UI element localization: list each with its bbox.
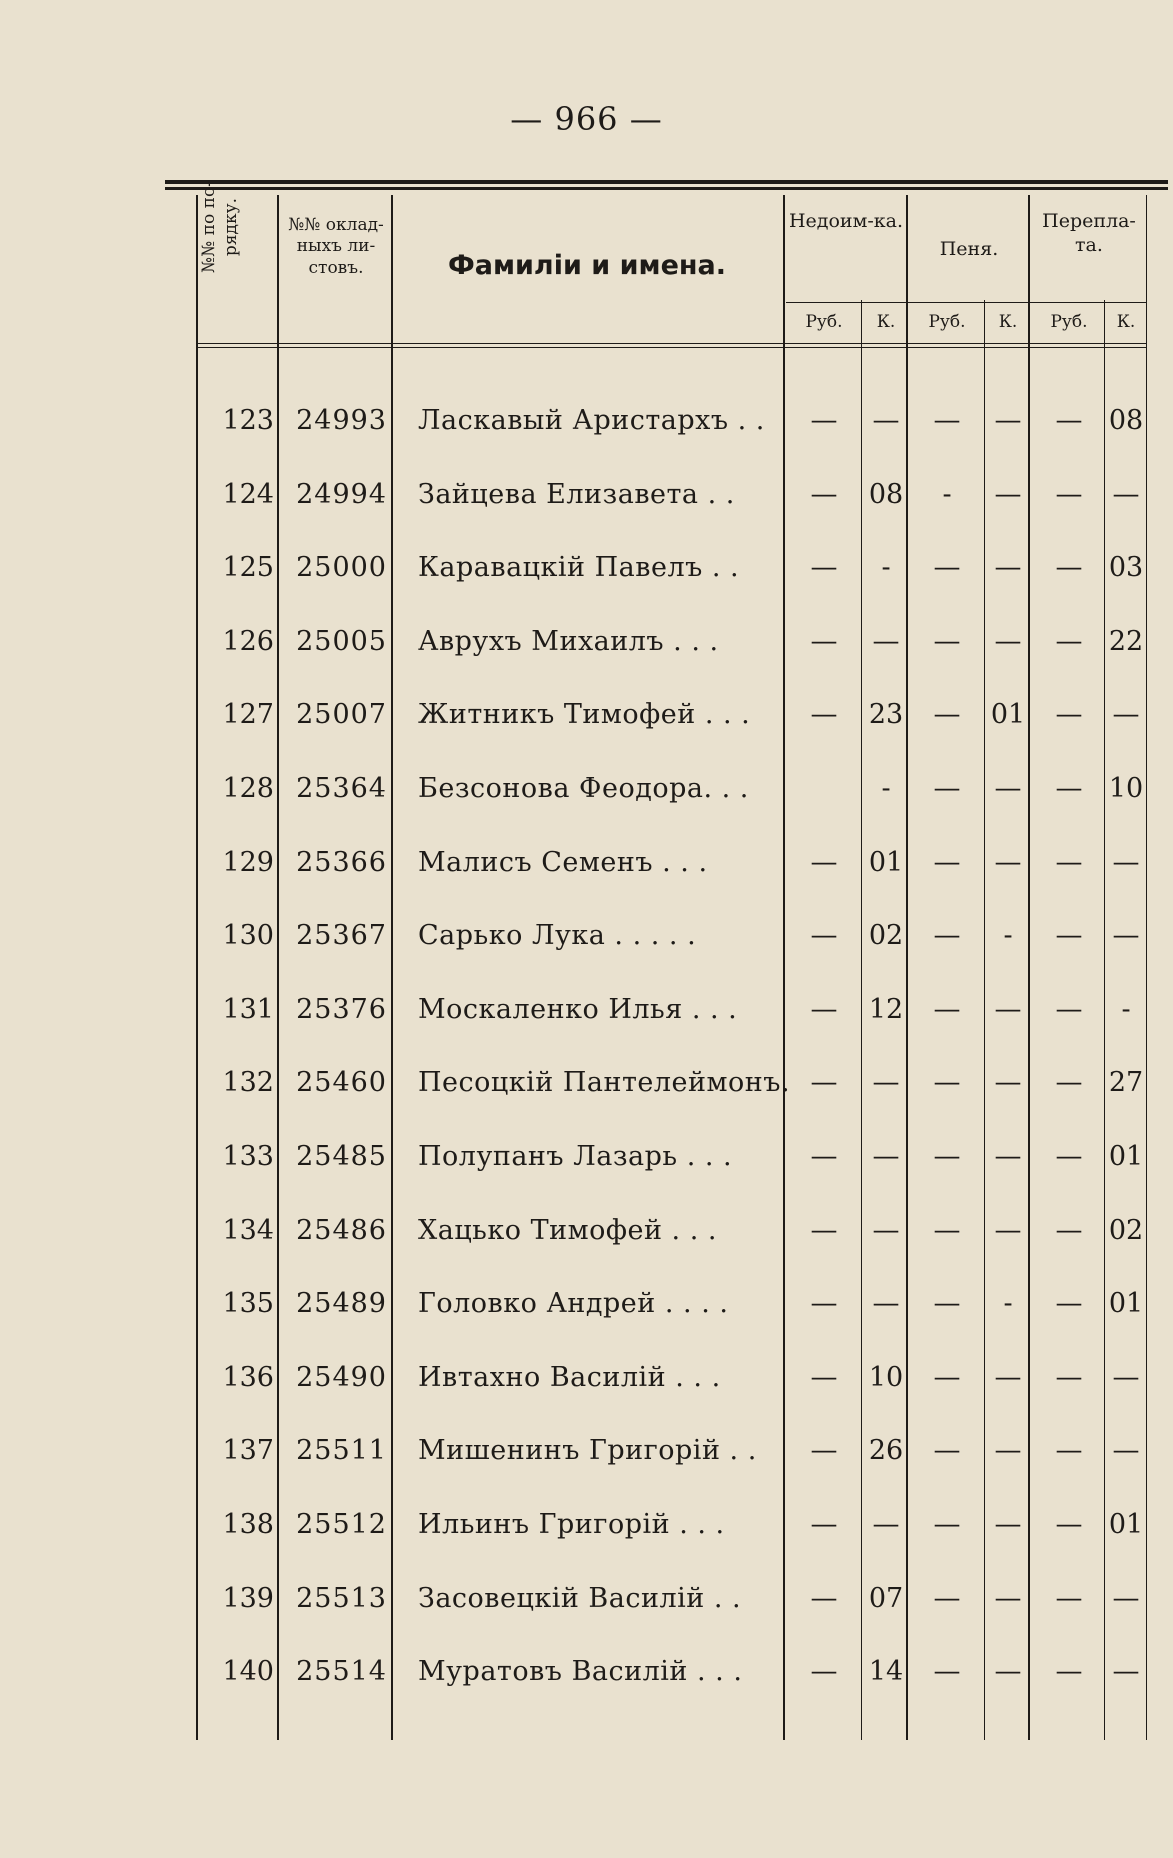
row-overpay-rub: —: [1055, 699, 1083, 731]
row-arrears-rub: —: [810, 699, 838, 731]
table-row: [0, 1215, 1173, 1255]
row-penalty-kop: —: [994, 1214, 1022, 1246]
row-number: 132: [222, 1067, 274, 1099]
row-penalty-rub: —: [933, 405, 961, 436]
row-arrears-rub: —: [810, 625, 838, 657]
row-penalty-kop: —: [994, 1509, 1022, 1540]
row-overpay-rub: —: [1055, 1435, 1083, 1467]
row-number: 133: [222, 1141, 274, 1172]
row-number: 138: [222, 1509, 274, 1540]
table-row: [0, 920, 1173, 960]
table-row: [0, 552, 1173, 592]
row-penalty-kop: 01: [990, 699, 1026, 731]
row-arrears-kop: 26: [868, 1435, 904, 1467]
row-arrears-rub: —: [810, 993, 838, 1025]
row-arrears-kop: 01: [868, 846, 904, 878]
sub-rub-penalty: Руб.: [928, 312, 966, 332]
row-sheet-number: 25490: [296, 1361, 387, 1393]
row-penalty-kop: -: [1003, 920, 1013, 952]
row-penalty-kop: —: [994, 405, 1022, 436]
row-overpay-rub: —: [1055, 920, 1083, 952]
row-name: Ласкавый Аристархъ . .: [418, 405, 765, 436]
table-row: [0, 405, 1173, 445]
row-arrears-kop: 14: [868, 1656, 904, 1688]
row-arrears-rub: —: [810, 1582, 838, 1614]
row-overpay-rub: —: [1055, 993, 1083, 1025]
row-number: 131: [222, 993, 274, 1025]
header-names: Фамиліи и имена.: [447, 250, 727, 281]
header-overpayment: Перепла-та.: [1042, 210, 1136, 256]
row-sheet-number: 25007: [296, 699, 387, 731]
row-arrears-rub: —: [810, 1067, 838, 1099]
row-name: Муратовъ Василій . . .: [418, 1656, 743, 1688]
row-overpay-rub: —: [1055, 625, 1083, 657]
row-sheet-number: 25514: [296, 1656, 387, 1688]
row-sheet-number: 25460: [296, 1067, 387, 1099]
row-sheet-number: 25005: [296, 625, 387, 657]
row-penalty-rub: —: [933, 1067, 961, 1099]
table-row: [0, 1509, 1173, 1549]
row-overpay-rub: —: [1055, 1361, 1083, 1393]
row-penalty-kop: —: [994, 1067, 1022, 1099]
row-arrears-kop: 08: [868, 478, 904, 510]
row-overpay-rub: —: [1055, 1141, 1083, 1172]
row-name: Головко Андрей . . . .: [418, 1288, 729, 1320]
table-row: [0, 479, 1173, 519]
header-bottom-rule-2: [196, 347, 1146, 348]
page-number: — 966 —: [510, 100, 663, 138]
table-row: [0, 773, 1173, 813]
row-penalty-rub: —: [933, 699, 961, 731]
row-penalty-rub: —: [933, 846, 961, 878]
row-penalty-rub: —: [933, 773, 961, 804]
row-penalty-kop: —: [994, 846, 1022, 878]
row-number: 129: [222, 846, 274, 878]
row-name: Житникъ Тимофей . . .: [418, 699, 751, 731]
sub-kop-penalty: К.: [998, 312, 1018, 332]
row-penalty-rub: —: [933, 625, 961, 657]
row-sheet-number: 24993: [296, 405, 387, 436]
row-penalty-kop: —: [994, 1141, 1022, 1172]
row-overpay-rub: —: [1055, 1509, 1083, 1540]
sub-kop-arrears: К.: [876, 312, 896, 332]
table-row: [0, 1141, 1173, 1181]
row-overpay-kop: —: [1112, 920, 1140, 952]
row-number: 136: [222, 1361, 274, 1393]
row-overpay-kop: —: [1112, 1361, 1140, 1393]
row-penalty-rub: —: [933, 1509, 961, 1540]
row-penalty-kop: —: [994, 1656, 1022, 1688]
row-overpay-kop: —: [1112, 846, 1140, 878]
header-penalty: Пеня.: [939, 238, 999, 260]
table-row: [0, 1362, 1173, 1402]
row-arrears-rub: —: [810, 1141, 838, 1172]
row-sheet-number: 25364: [296, 773, 387, 804]
top-rule-secondary: [165, 187, 1168, 190]
row-overpay-kop: 01: [1108, 1141, 1144, 1172]
row-overpay-kop: —: [1112, 699, 1140, 731]
row-arrears-kop: -: [881, 773, 891, 804]
row-overpay-kop: —: [1112, 478, 1140, 510]
row-overpay-rub: —: [1055, 405, 1083, 436]
row-penalty-rub: —: [933, 1656, 961, 1688]
row-penalty-kop: —: [994, 625, 1022, 657]
header-order-number: №№ по по-рядку.: [199, 181, 242, 273]
row-arrears-kop: —: [872, 405, 900, 436]
row-arrears-kop: 07: [868, 1582, 904, 1614]
row-sheet-number: 25489: [296, 1288, 387, 1320]
row-name: Полупанъ Лазарь . . .: [418, 1141, 733, 1172]
row-overpay-rub: —: [1055, 1582, 1083, 1614]
row-number: 134: [222, 1214, 274, 1246]
row-number: 127: [222, 699, 274, 731]
row-arrears-kop: 10: [868, 1361, 904, 1393]
row-sheet-number: 25000: [296, 552, 387, 584]
row-arrears-rub: —: [810, 478, 838, 510]
row-name: Малисъ Семенъ . . .: [418, 846, 708, 878]
row-overpay-kop: —: [1112, 1656, 1140, 1688]
row-overpay-kop: -: [1121, 993, 1131, 1025]
row-overpay-rub: —: [1055, 1656, 1083, 1688]
row-name: Безсонова Феодора. . .: [418, 773, 749, 804]
row-arrears-kop: 23: [868, 699, 904, 731]
row-overpay-rub: —: [1055, 846, 1083, 878]
row-arrears-rub: —: [810, 846, 838, 878]
row-overpay-rub: —: [1055, 1288, 1083, 1320]
sub-kop-overpay: К.: [1116, 312, 1136, 332]
row-overpay-kop: 03: [1108, 552, 1144, 584]
row-overpay-kop: 01: [1108, 1288, 1144, 1320]
row-sheet-number: 25376: [296, 993, 387, 1025]
table-row: [0, 1067, 1173, 1107]
row-penalty-kop: —: [994, 1582, 1022, 1614]
row-arrears-kop: 12: [868, 993, 904, 1025]
row-penalty-rub: —: [933, 1214, 961, 1246]
row-overpay-rub: —: [1055, 1214, 1083, 1246]
row-arrears-kop: 02: [868, 920, 904, 952]
row-penalty-kop: —: [994, 478, 1022, 510]
table-row: [0, 1583, 1173, 1623]
header-sheet-number: №№ оклад-ныхъ ли-стовъ.: [288, 215, 384, 278]
row-penalty-kop: —: [994, 1435, 1022, 1467]
row-name: Мишенинъ Григорій . .: [418, 1435, 757, 1467]
row-sheet-number: 25513: [296, 1582, 387, 1614]
table-row: [0, 699, 1173, 739]
row-name: Хацько Тимофей . . .: [418, 1214, 717, 1246]
row-penalty-kop: -: [1003, 1288, 1013, 1320]
row-arrears-rub: —: [810, 920, 838, 952]
row-arrears-rub: —: [810, 1288, 838, 1320]
row-arrears-rub: —: [810, 405, 838, 436]
row-penalty-kop: —: [994, 1361, 1022, 1393]
row-overpay-kop: —: [1112, 1435, 1140, 1467]
row-overpay-kop: 01: [1108, 1509, 1144, 1540]
row-number: 130: [222, 920, 274, 952]
table-row: [0, 1435, 1173, 1475]
row-number: 139: [222, 1582, 274, 1614]
row-penalty-rub: —: [933, 1288, 961, 1320]
row-number: 123: [222, 405, 274, 436]
row-overpay-kop: 27: [1108, 1067, 1144, 1099]
table-row: [0, 626, 1173, 666]
row-arrears-kop: -: [881, 552, 891, 584]
row-sheet-number: 25367: [296, 920, 387, 952]
row-overpay-kop: —: [1112, 1582, 1140, 1614]
row-overpay-rub: —: [1055, 773, 1083, 804]
row-number: 135: [222, 1288, 274, 1320]
row-arrears-rub: —: [810, 552, 838, 584]
row-sheet-number: 25485: [296, 1141, 387, 1172]
row-arrears-rub: —: [810, 1435, 838, 1467]
header-arrears: Недоим-ка.: [788, 210, 904, 232]
row-overpay-rub: —: [1055, 552, 1083, 584]
table-row: [0, 1656, 1173, 1696]
row-sheet-number: 24994: [296, 478, 387, 510]
row-number: 137: [222, 1435, 274, 1467]
row-name: Аврухъ Михаилъ . . .: [418, 625, 719, 657]
row-arrears-kop: —: [872, 1509, 900, 1540]
row-penalty-kop: —: [994, 552, 1022, 584]
table-row: [0, 1288, 1173, 1328]
row-number: 140: [222, 1656, 274, 1688]
row-name: Москаленко Илья . . .: [418, 993, 738, 1025]
row-name: Зайцева Елизавета . .: [418, 478, 735, 510]
row-name: Ильинъ Григорій . . .: [418, 1509, 725, 1540]
row-sheet-number: 25366: [296, 846, 387, 878]
sub-rub-overpay: Руб.: [1050, 312, 1088, 332]
row-penalty-rub: —: [933, 1141, 961, 1172]
row-arrears-rub: —: [810, 1214, 838, 1246]
row-arrears-rub: —: [810, 1656, 838, 1688]
row-arrears-kop: —: [872, 625, 900, 657]
row-penalty-rub: —: [933, 1582, 961, 1614]
header-subdivider: [786, 302, 1146, 303]
row-penalty-rub: -: [942, 478, 952, 510]
row-arrears-rub: —: [810, 1509, 838, 1540]
table-row: [0, 994, 1173, 1034]
row-arrears-kop: —: [872, 1141, 900, 1172]
row-arrears-rub: —: [810, 1361, 838, 1393]
header-bottom-rule: [196, 343, 1146, 344]
row-arrears-kop: —: [872, 1288, 900, 1320]
row-overpay-rub: —: [1055, 1067, 1083, 1099]
row-sheet-number: 25486: [296, 1214, 387, 1246]
row-name: Засовецкій Василій . .: [418, 1582, 742, 1614]
row-number: 126: [222, 625, 274, 657]
row-penalty-kop: —: [994, 773, 1022, 804]
row-overpay-rub: —: [1055, 478, 1083, 510]
sub-rub-arrears: Руб.: [805, 312, 843, 332]
row-arrears-kop: —: [872, 1067, 900, 1099]
row-name: Каравацкій Павелъ . .: [418, 552, 740, 584]
row-penalty-rub: —: [933, 1361, 961, 1393]
row-penalty-rub: —: [933, 920, 961, 952]
row-penalty-rub: —: [933, 552, 961, 584]
table-row: [0, 847, 1173, 887]
row-name: Песоцкій Пантелеймонъ.: [418, 1067, 791, 1099]
row-penalty-rub: —: [933, 1435, 961, 1467]
row-overpay-kop: 08: [1108, 405, 1144, 436]
row-sheet-number: 25511: [296, 1435, 387, 1467]
top-rule: [165, 180, 1168, 184]
row-sheet-number: 25512: [296, 1509, 387, 1540]
row-number: 124: [222, 478, 274, 510]
row-overpay-kop: 02: [1108, 1214, 1144, 1246]
row-penalty-rub: —: [933, 993, 961, 1025]
row-overpay-kop: 10: [1108, 773, 1144, 804]
row-arrears-kop: —: [872, 1214, 900, 1246]
row-name: Сарько Лука . . . . .: [418, 920, 697, 952]
row-number: 125: [222, 552, 274, 584]
row-overpay-kop: 22: [1108, 625, 1144, 657]
row-penalty-kop: —: [994, 993, 1022, 1025]
row-number: 128: [222, 773, 274, 804]
row-name: Ивтахно Василій . . .: [418, 1361, 721, 1393]
